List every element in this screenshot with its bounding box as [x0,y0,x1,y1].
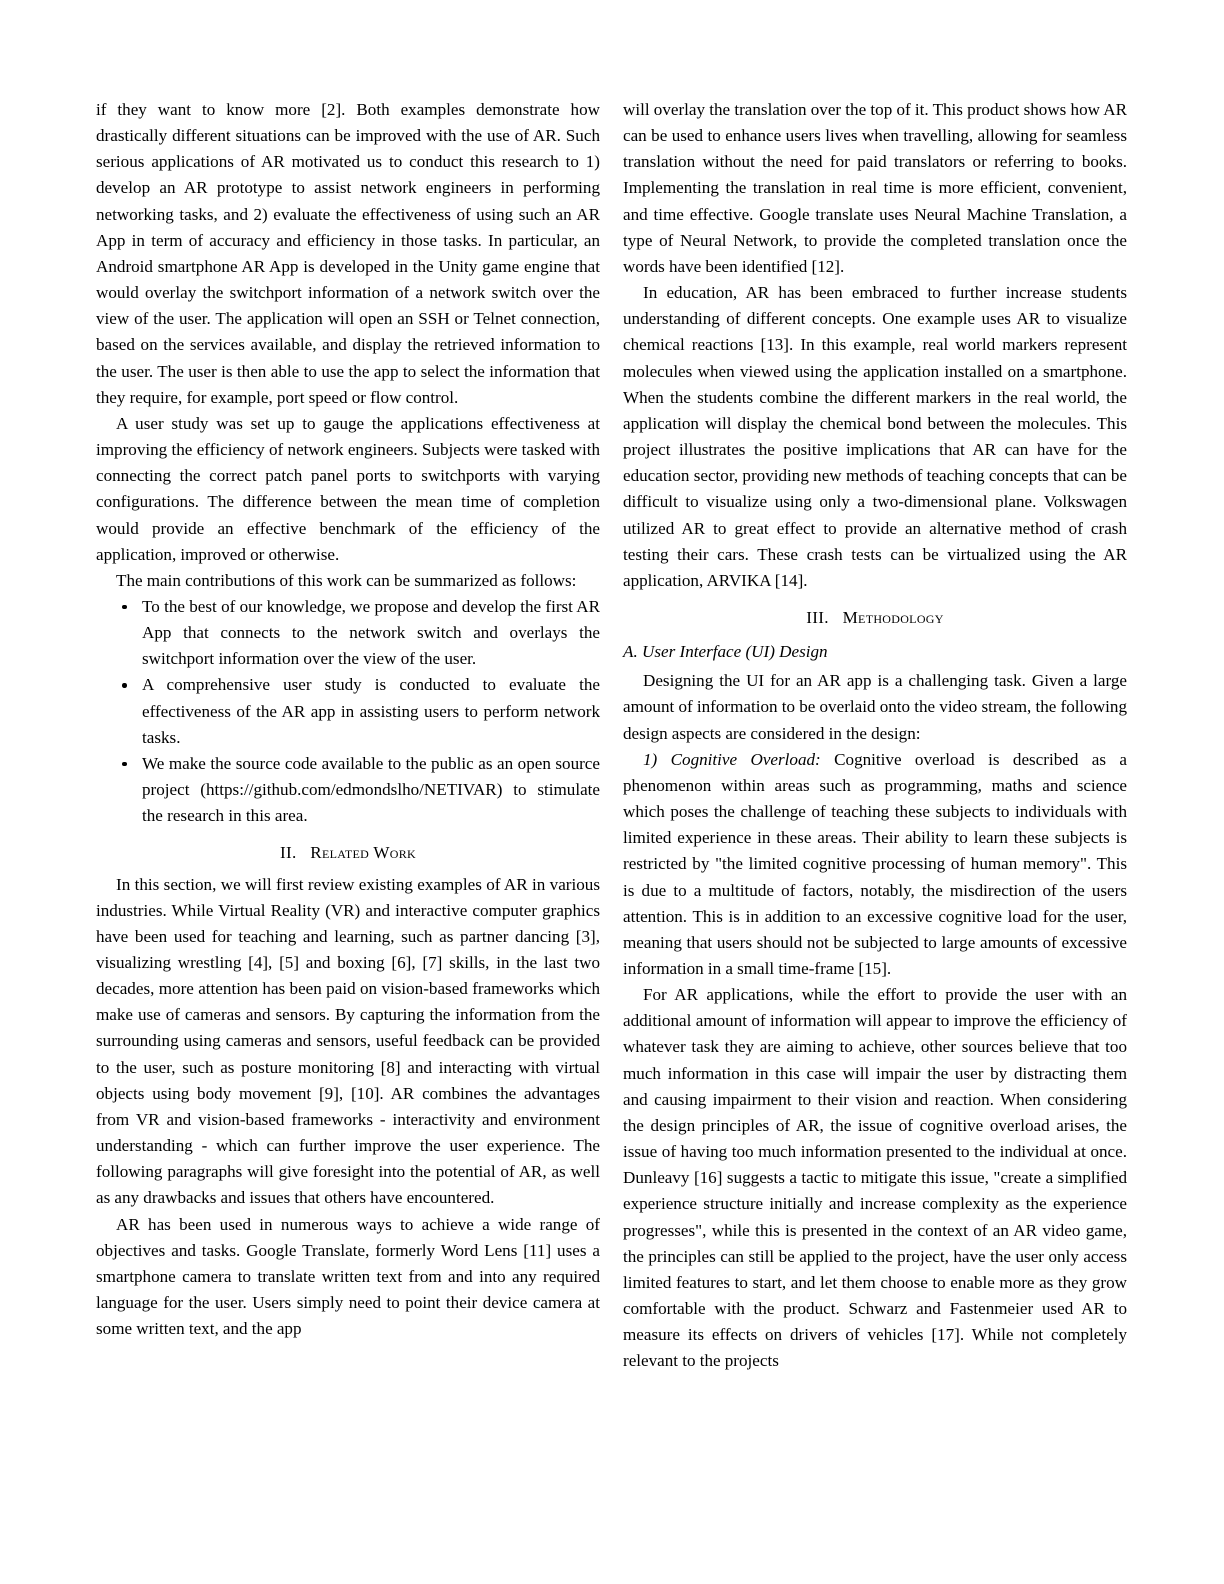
list-item [96,751,600,829]
paragraph-user-study: A user study was set up to gauge the applications effectiveness at improving the efficiency of network engineers. Subjects were tasked with connecting the correct patch panel ports to switchports with varying configurations. The difference between the mean time of completion would provide an effective benchmark of the efficiency of the application, improved or otherwise. [96,413,600,564]
bullet-dot-icon [122,762,127,767]
contributions-list [96,594,600,829]
paragraph-ar-applications: For AR applications, while the effort to provide the user with an additional amount of information will appear to improve the efficiency of whatever task they are aiming to achieve, other sources believe that too much information in this case will impair the user by distracting them and causing impairment to their vision and reaction. When considering the design principles of AR, the issue of cognitive overload arises, the issue of having too much information presented to the individual at once. Dunleavy [16] suggests a tactic to mitigate this issue, "create a simplified experience structure initially and increase complexity as the experience progresses", while this is presented in the context of an AR video game, the principles can still be applied to the project, have the user only access limited features to start, and let them choose to enable more as they grow comfortable with the product. Schwarz and Fastenmeier used AR to measure its effects on drivers of vehicles [17]. While not completely relevant to the projects [623,985,1127,1371]
right-column [623,97,1127,1375]
section-heading-related-work [96,829,600,871]
list-item [96,594,600,672]
section-heading-methodology [623,594,1127,636]
paragraph-education-ar: In education, AR has been embraced to further increase students understanding of different concepts. One example uses AR to visualize chemical reactions [13]. In this example, real world markers represent molecules when viewed using the application installed on a smartphone. When the students combine the different markers in the real world, the application will display the chemical bond between the molecules. This project illustrates the positive implications that AR can have for the education sector, providing new methods of teaching concepts that can be difficult to visualize using only a two-dimensional plane. Volkswagen utilized AR to great effect to provide an alternative method of crash testing their cars. These crash tests can be virtualized using the AR application, ARVIKA [14]. [623,283,1127,590]
paragraph-related-work-intro: In this section, we will first review existing examples of AR in various industries. While Virtual Reality (VR) and interactive computer graphics have been used for teaching and learning, such as partner dancing [3], visualizing wrestling [4], [5] and boxing [6], [7] skills, in the last two decades, more attention has been paid on vision-based frameworks which make use of cameras and sensors. By capturing the information from the surrounding using cameras and sensors, useful feedback can be provided to the user, such as posture monitoring [8] and interacting with virtual objects using body movement [9], [10]. AR combines the advantages from VR and vision-based frameworks - interactivity and environment understanding - which can further improve the user experience. The following paragraphs will give foresight into the potential of AR, as well as any drawbacks and issues that others have encountered. [96,874,600,1208]
paragraph-continued-top-left: if they want to know more [2]. Both examples demonstrate how drastically different situations can be improved with the use of AR. Such serious applications of AR motivated us to conduct this research to 1) develop an AR prototype to assist network engineers in performing networking tasks, and 2) evaluate the effectiveness of using such an AR App in term of accuracy and efficiency in those tasks. In particular, an Android smartphone AR App is developed in the Unity game engine that would overlay the switchport information of a network switch over the view of the user. The application will open an SSH or Telnet connection, based on the services available, and display the retrieved information to the user. The user is then able to use the app to select the information that they require, for example, port speed or flow control. [96,100,600,407]
bullet-dot-icon [122,605,127,610]
paragraph-google-translate: AR has been used in numerous ways to achieve a wide range of objectives and tasks. Google Translate, formerly Word Lens [11] uses a smartphone camera to translate written text from and into any required language for the user. Users simply need to point their device camera at some written text, and the app [96,1214,600,1339]
subsection-heading-ui-design: A. User Interface (UI) Design [623,642,828,662]
section-number: III. [806,607,829,627]
bullet-dot-icon [122,683,127,688]
paragraph-contributions-intro: The main contributions of this work can be summarized as follows: [116,570,577,590]
left-column [96,97,600,1342]
list-item-text: To the best of our knowledge, we propose and develop the first AR App that connects to the network switch and overlays the switchport information over the view of the user. [142,596,600,669]
paragraph-cognitive-overload [623,747,1127,982]
paragraph-designing-ui: Designing the UI for an AR app is a challenging task. Given a large amount of information to be overlaid onto the video stream, the following design aspects are considered in the design: [623,671,1128,743]
list-item-text: We make the source code available to the public as an open source project (https://github.com/edmondslho/NETIVAR) to stimulate the research in this area. [142,753,600,826]
section-title: Related Work [310,843,417,863]
paragraph-continued-top-right: will overlay the translation over the top of it. This product shows how AR can be used to enhance users lives when travelling, allowing for seamless translation without the need for paid translators or referring to books. Implementing the translation in real time is more efficient, convenient, and time effective. Google translate uses Neural Machine Translation, a type of Neural Network, to provide the completed translation once the words have been identified [12]. [623,100,1127,276]
list-item [96,672,600,750]
section-number: II. [279,843,297,863]
section-title: Methodology [842,607,944,627]
numbered-item-text: Cognitive overload is described as a phenomenon within areas such as programming, maths and science which poses the challenge of teaching these subjects to individuals with limited experience in these areas. Their ability to learn these subjects is restricted by "the limited cognitive processing of human memory". This is due to a multitude of factors, notably, the misdirection of the users attention. This is in addition to an excessive cognitive load for the user, meaning that users should not be subjected to large amounts of excessive information in a small time-frame [15]. [623,749,1127,978]
list-item-text: A comprehensive user study is conducted to evaluate the effectiveness of the AR app in assisting users to perform network tasks. [142,675,600,747]
numbered-item-label: 1) Cognitive Overload: [643,749,821,769]
two-column-body [96,97,1128,1375]
